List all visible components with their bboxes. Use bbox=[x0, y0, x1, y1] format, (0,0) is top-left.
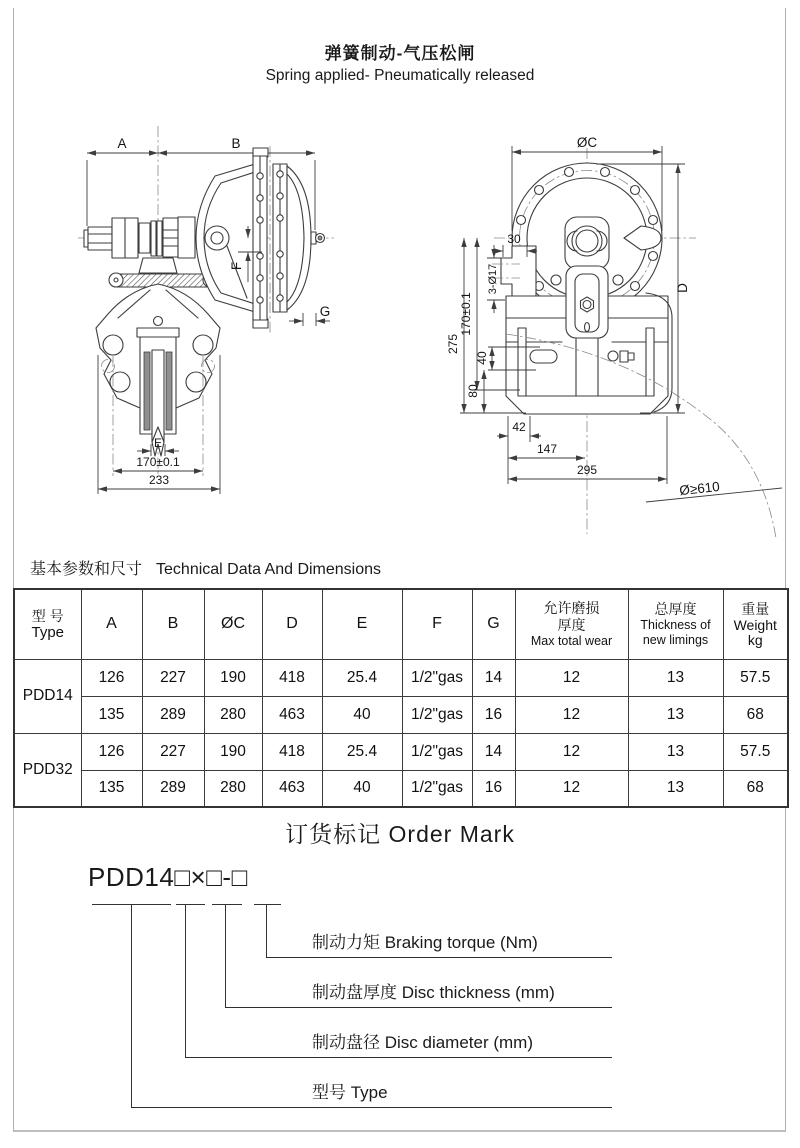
cell: 12 bbox=[515, 696, 628, 733]
dim-label-275: 275 bbox=[446, 333, 460, 355]
cell: 227 bbox=[142, 659, 204, 696]
cell: 40 bbox=[322, 770, 402, 807]
dim-label-3o17: 3-Ø17 bbox=[487, 263, 499, 295]
table-section-title-zh: 基本参数和尺寸 bbox=[30, 561, 143, 578]
cell: 126 bbox=[81, 733, 142, 770]
cell: 1/2"gas bbox=[402, 659, 472, 696]
dim-label-disc-diameter: Ø≥610 bbox=[678, 478, 721, 499]
col-header-d: D bbox=[262, 589, 322, 659]
cell: 13 bbox=[628, 696, 723, 733]
table-row bbox=[14, 659, 788, 696]
cell: 13 bbox=[628, 733, 723, 770]
right-drawing-view bbox=[446, 135, 782, 538]
col-header-b: B bbox=[142, 589, 204, 659]
cell: 1/2"gas bbox=[402, 696, 472, 733]
col-header-thickness: 总厚度 Thickness of new limings bbox=[628, 589, 723, 659]
cell: 25.4 bbox=[322, 733, 402, 770]
cell: 418 bbox=[262, 659, 322, 696]
order-mark-title: 订货标记 Order Mark bbox=[285, 821, 515, 847]
dim-label-oc: ØC bbox=[576, 135, 598, 150]
dim-label-80: 80 bbox=[466, 384, 480, 398]
dim-label-170-right: 170±0.1 bbox=[459, 292, 473, 336]
table-header-row bbox=[14, 589, 788, 659]
cell: 418 bbox=[262, 733, 322, 770]
col-header-e: E bbox=[322, 589, 402, 659]
cell: 12 bbox=[515, 659, 628, 696]
cell: 14 bbox=[472, 733, 515, 770]
cell: 14 bbox=[472, 659, 515, 696]
col-header-g: G bbox=[472, 589, 515, 659]
col-header-weight: 重量 Weight kg bbox=[723, 589, 788, 659]
order-label-braking-torque: 制动力矩 Braking torque (Nm) bbox=[266, 930, 612, 958]
cell: 280 bbox=[204, 770, 262, 807]
cell: 12 bbox=[515, 770, 628, 807]
dim-label-170-left: 170±0.1 bbox=[136, 455, 180, 469]
cell: 25.4 bbox=[322, 659, 402, 696]
spec-table bbox=[13, 588, 789, 808]
page-subtitle: Spring applied- Pneumatically released bbox=[265, 67, 535, 84]
dim-label-233: 233 bbox=[148, 473, 170, 487]
cell: 12 bbox=[515, 733, 628, 770]
col-header-a: A bbox=[81, 589, 142, 659]
col-header-oc: ØC bbox=[204, 589, 262, 659]
table-row bbox=[14, 770, 788, 807]
cell: 68 bbox=[723, 770, 788, 807]
dim-label-d: D bbox=[675, 283, 690, 293]
page-title: 弹簧制动-气压松闸 bbox=[324, 44, 476, 63]
cell: 1/2"gas bbox=[402, 770, 472, 807]
dim-label-e: E bbox=[153, 436, 163, 450]
cell: 126 bbox=[81, 659, 142, 696]
cell: 190 bbox=[204, 733, 262, 770]
table-row bbox=[14, 733, 788, 770]
table-section-title bbox=[30, 556, 381, 579]
dim-label-295: 295 bbox=[576, 463, 598, 477]
dim-label-30: 30 bbox=[507, 232, 521, 246]
cell-type-pdd14: PDD14 bbox=[14, 659, 81, 733]
dim-label-g: G bbox=[319, 304, 331, 319]
cell: 1/2"gas bbox=[402, 733, 472, 770]
col-header-f: F bbox=[402, 589, 472, 659]
cell: 135 bbox=[81, 696, 142, 733]
order-label-disc-thickness: 制动盘厚度 Disc thickness (mm) bbox=[225, 980, 612, 1008]
dim-label-147: 147 bbox=[536, 442, 558, 456]
cell: 13 bbox=[628, 659, 723, 696]
cell: 68 bbox=[723, 696, 788, 733]
cell: 463 bbox=[262, 770, 322, 807]
cell: 289 bbox=[142, 696, 204, 733]
cell-type-pdd32: PDD32 bbox=[14, 733, 81, 807]
order-label-disc-diameter: 制动盘径 Disc diameter (mm) bbox=[185, 1030, 612, 1058]
dim-label-a: A bbox=[117, 136, 127, 151]
cell: 135 bbox=[81, 770, 142, 807]
table-section-title-en: Technical Data And Dimensions bbox=[156, 561, 382, 578]
dim-label-40: 40 bbox=[475, 351, 489, 365]
order-code: PDD14□×□-□ bbox=[88, 862, 248, 892]
table-row bbox=[14, 696, 788, 733]
col-header-type: 型 号 Type bbox=[14, 589, 81, 659]
order-label-type: 型号 Type bbox=[131, 1080, 612, 1108]
cell: 57.5 bbox=[723, 733, 788, 770]
cell: 57.5 bbox=[723, 659, 788, 696]
cell: 289 bbox=[142, 770, 204, 807]
left-drawing-view bbox=[78, 126, 334, 494]
col-header-max-wear: 允许磨损 厚度 Max total wear bbox=[515, 589, 628, 659]
cell: 227 bbox=[142, 733, 204, 770]
cell: 40 bbox=[322, 696, 402, 733]
cell: 13 bbox=[628, 770, 723, 807]
dim-label-42: 42 bbox=[512, 420, 526, 434]
cell: 280 bbox=[204, 696, 262, 733]
cell: 16 bbox=[472, 770, 515, 807]
cell: 463 bbox=[262, 696, 322, 733]
dim-label-f: F bbox=[229, 261, 244, 271]
cell: 190 bbox=[204, 659, 262, 696]
dim-label-b: B bbox=[231, 136, 241, 151]
cell: 16 bbox=[472, 696, 515, 733]
